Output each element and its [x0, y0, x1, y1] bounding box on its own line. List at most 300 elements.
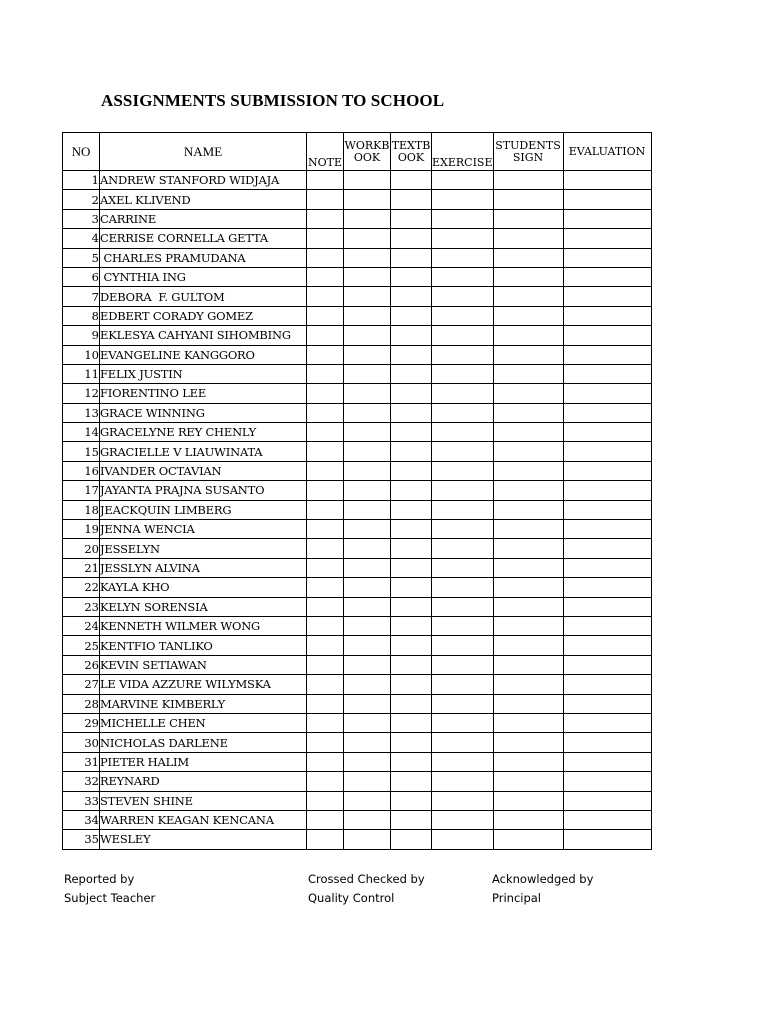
textbook-cell[interactable] [391, 248, 432, 267]
table-row [63, 733, 652, 752]
textbook-cell[interactable] [391, 384, 432, 403]
workbook-cell[interactable] [344, 830, 391, 849]
workbook-cell[interactable] [344, 209, 391, 228]
note-cell[interactable] [307, 733, 344, 752]
student-name: GRACE WINNING [100, 403, 307, 422]
exercise-cell[interactable] [432, 578, 494, 597]
evaluation-cell[interactable] [563, 229, 651, 248]
student-name: FIORENTINO LEE [100, 384, 307, 403]
textbook-cell[interactable] [391, 675, 432, 694]
table-row [63, 403, 652, 422]
column-header-evaluation: EVALUATION [563, 133, 651, 171]
note-cell[interactable] [307, 306, 344, 325]
students-sign-cell[interactable] [493, 423, 563, 442]
row-number: 28 [63, 694, 100, 713]
workbook-cell[interactable] [344, 248, 391, 267]
note-cell[interactable] [307, 616, 344, 635]
note-cell[interactable] [307, 520, 344, 539]
student-name: JENNA WENCIA [100, 520, 307, 539]
workbook-cell[interactable] [344, 345, 391, 364]
table-row [63, 655, 652, 674]
table-row [63, 171, 652, 190]
textbook-cell[interactable] [391, 791, 432, 810]
workbook-cell[interactable] [344, 364, 391, 383]
workbook-cell[interactable] [344, 461, 391, 480]
textbook-cell[interactable] [391, 364, 432, 383]
exercise-cell[interactable] [432, 713, 494, 732]
students-sign-cell[interactable] [493, 229, 563, 248]
textbook-cell[interactable] [391, 558, 432, 577]
table-row [63, 461, 652, 480]
workbook-cell[interactable] [344, 655, 391, 674]
note-cell[interactable] [307, 655, 344, 674]
exercise-cell[interactable] [432, 229, 494, 248]
note-cell[interactable] [307, 558, 344, 577]
students-sign-cell[interactable] [493, 306, 563, 325]
exercise-cell[interactable] [432, 558, 494, 577]
evaluation-cell[interactable] [563, 830, 651, 849]
exercise-cell[interactable] [432, 616, 494, 635]
exercise-cell[interactable] [432, 481, 494, 500]
table-row [63, 326, 652, 345]
textbook-cell[interactable] [391, 772, 432, 791]
textbook-cell[interactable] [391, 287, 432, 306]
row-number: 4 [63, 229, 100, 248]
note-cell[interactable] [307, 713, 344, 732]
textbook-cell[interactable] [391, 713, 432, 732]
table-row [63, 248, 652, 267]
students-sign-cell[interactable] [493, 675, 563, 694]
table-row [63, 345, 652, 364]
students-sign-cell[interactable] [493, 830, 563, 849]
student-name: EVANGELINE KANGGORO [100, 345, 307, 364]
students-sign-cell[interactable] [493, 597, 563, 616]
principal-label: Principal [492, 891, 542, 905]
exercise-cell[interactable] [432, 345, 494, 364]
note-cell[interactable] [307, 384, 344, 403]
evaluation-cell[interactable] [563, 597, 651, 616]
textbook-cell[interactable] [391, 539, 432, 558]
header-row [63, 133, 652, 171]
evaluation-cell[interactable] [563, 791, 651, 810]
textbook-cell[interactable] [391, 830, 432, 849]
exercise-cell[interactable] [432, 287, 494, 306]
exercise-cell[interactable] [432, 597, 494, 616]
student-name: CHARLES PRAMUDANA [100, 248, 307, 267]
note-cell[interactable] [307, 190, 344, 209]
note-cell[interactable] [307, 597, 344, 616]
student-name: JESSLYN ALVINA [100, 558, 307, 577]
evaluation-cell[interactable] [563, 171, 651, 190]
row-number: 27 [63, 675, 100, 694]
table-row [63, 791, 652, 810]
note-cell[interactable] [307, 830, 344, 849]
row-number: 21 [63, 558, 100, 577]
students-sign-cell[interactable] [493, 810, 563, 829]
column-header-workbook-line-1: WORKB [344, 138, 390, 152]
workbook-cell[interactable] [344, 403, 391, 422]
evaluation-cell[interactable] [563, 364, 651, 383]
column-header-textbook [391, 133, 432, 171]
students-sign-cell[interactable] [493, 481, 563, 500]
row-number: 14 [63, 423, 100, 442]
student-name: MICHELLE CHEN [100, 713, 307, 732]
row-number: 16 [63, 461, 100, 480]
exercise-cell[interactable] [432, 461, 494, 480]
workbook-cell[interactable] [344, 442, 391, 461]
note-cell[interactable] [307, 772, 344, 791]
evaluation-cell[interactable] [563, 209, 651, 228]
table-row [63, 539, 652, 558]
textbook-cell[interactable] [391, 423, 432, 442]
student-name: JEACKQUIN LIMBERG [100, 500, 307, 519]
students-sign-cell[interactable] [493, 539, 563, 558]
note-cell[interactable] [307, 229, 344, 248]
exercise-cell[interactable] [432, 423, 494, 442]
workbook-cell[interactable] [344, 558, 391, 577]
student-name: JAYANTA PRAJNA SUSANTO [100, 481, 307, 500]
exercise-cell[interactable] [432, 403, 494, 422]
note-cell[interactable] [307, 636, 344, 655]
students-sign-cell[interactable] [493, 364, 563, 383]
row-number: 25 [63, 636, 100, 655]
table-row [63, 384, 652, 403]
textbook-cell[interactable] [391, 171, 432, 190]
evaluation-cell[interactable] [563, 752, 651, 771]
note-cell[interactable] [307, 403, 344, 422]
student-name: LE VIDA AZZURE WILYMSKA [100, 675, 307, 694]
students-sign-cell[interactable] [493, 578, 563, 597]
students-sign-cell[interactable] [493, 287, 563, 306]
textbook-cell[interactable] [391, 500, 432, 519]
textbook-cell[interactable] [391, 403, 432, 422]
submission-table [62, 132, 652, 850]
row-number: 2 [63, 190, 100, 209]
student-name: WARREN KEAGAN KENCANA [100, 810, 307, 829]
student-name: EDBERT CORADY GOMEZ [100, 306, 307, 325]
workbook-cell[interactable] [344, 713, 391, 732]
textbook-cell[interactable] [391, 209, 432, 228]
evaluation-cell[interactable] [563, 558, 651, 577]
students-sign-cell[interactable] [493, 772, 563, 791]
table-row [63, 481, 652, 500]
textbook-cell[interactable] [391, 461, 432, 480]
students-sign-cell[interactable] [493, 500, 563, 519]
workbook-cell[interactable] [344, 326, 391, 345]
students-sign-cell[interactable] [493, 616, 563, 635]
note-cell[interactable] [307, 326, 344, 345]
exercise-cell[interactable] [432, 694, 494, 713]
textbook-cell[interactable] [391, 267, 432, 286]
evaluation-cell[interactable] [563, 636, 651, 655]
table-row [63, 229, 652, 248]
students-sign-cell[interactable] [493, 171, 563, 190]
students-sign-cell[interactable] [493, 209, 563, 228]
evaluation-cell[interactable] [563, 539, 651, 558]
row-number: 7 [63, 287, 100, 306]
textbook-cell[interactable] [391, 655, 432, 674]
exercise-cell[interactable] [432, 655, 494, 674]
workbook-cell[interactable] [344, 539, 391, 558]
row-number: 31 [63, 752, 100, 771]
column-header-workbook-line-2: OOK [353, 150, 381, 164]
column-header-no: NO [63, 133, 100, 171]
workbook-cell[interactable] [344, 171, 391, 190]
evaluation-cell[interactable] [563, 810, 651, 829]
evaluation-cell[interactable] [563, 772, 651, 791]
evaluation-cell[interactable] [563, 326, 651, 345]
exercise-cell[interactable] [432, 364, 494, 383]
evaluation-cell[interactable] [563, 733, 651, 752]
exercise-cell[interactable] [432, 248, 494, 267]
workbook-cell[interactable] [344, 597, 391, 616]
textbook-cell[interactable] [391, 520, 432, 539]
exercise-cell[interactable] [432, 520, 494, 539]
exercise-cell[interactable] [432, 190, 494, 209]
table-row [63, 500, 652, 519]
column-header-students-sign [493, 133, 563, 171]
students-sign-cell[interactable] [493, 558, 563, 577]
column-header-note: NOTE [307, 133, 344, 171]
note-cell[interactable] [307, 364, 344, 383]
student-name: PIETER HALIM [100, 752, 307, 771]
note-cell[interactable] [307, 442, 344, 461]
exercise-cell[interactable] [432, 209, 494, 228]
acknowledged-by-label: Acknowledged by [492, 872, 594, 886]
workbook-cell[interactable] [344, 423, 391, 442]
textbook-cell[interactable] [391, 229, 432, 248]
row-number: 22 [63, 578, 100, 597]
evaluation-cell[interactable] [563, 403, 651, 422]
table-row [63, 830, 652, 849]
evaluation-cell[interactable] [563, 578, 651, 597]
evaluation-cell[interactable] [563, 500, 651, 519]
reported-by-label: Reported by [64, 872, 135, 886]
row-number: 18 [63, 500, 100, 519]
students-sign-cell[interactable] [493, 326, 563, 345]
textbook-cell[interactable] [391, 326, 432, 345]
row-number: 3 [63, 209, 100, 228]
students-sign-cell[interactable] [493, 655, 563, 674]
evaluation-cell[interactable] [563, 655, 651, 674]
note-cell[interactable] [307, 267, 344, 286]
student-name: STEVEN SHINE [100, 791, 307, 810]
workbook-cell[interactable] [344, 500, 391, 519]
student-name: NICHOLAS DARLENE [100, 733, 307, 752]
textbook-cell[interactable] [391, 616, 432, 635]
evaluation-cell[interactable] [563, 267, 651, 286]
note-cell[interactable] [307, 539, 344, 558]
exercise-cell[interactable] [432, 830, 494, 849]
row-number: 6 [63, 267, 100, 286]
textbook-cell[interactable] [391, 306, 432, 325]
quality-control-label: Quality Control [308, 891, 395, 905]
row-number: 11 [63, 364, 100, 383]
table-row [63, 558, 652, 577]
table-row [63, 694, 652, 713]
exercise-cell[interactable] [432, 306, 494, 325]
note-cell[interactable] [307, 248, 344, 267]
students-sign-cell[interactable] [493, 791, 563, 810]
note-cell[interactable] [307, 694, 344, 713]
exercise-cell[interactable] [432, 791, 494, 810]
row-number: 5 [63, 248, 100, 267]
student-name: FELIX JUSTIN [100, 364, 307, 383]
workbook-cell[interactable] [344, 752, 391, 771]
workbook-cell[interactable] [344, 694, 391, 713]
workbook-cell[interactable] [344, 733, 391, 752]
workbook-cell[interactable] [344, 791, 391, 810]
students-sign-cell[interactable] [493, 384, 563, 403]
note-cell[interactable] [307, 345, 344, 364]
textbook-cell[interactable] [391, 481, 432, 500]
exercise-cell[interactable] [432, 539, 494, 558]
students-sign-cell[interactable] [493, 636, 563, 655]
students-sign-cell[interactable] [493, 461, 563, 480]
table-row [63, 267, 652, 286]
row-number: 20 [63, 539, 100, 558]
students-sign-cell[interactable] [493, 248, 563, 267]
textbook-cell[interactable] [391, 190, 432, 209]
row-number: 29 [63, 713, 100, 732]
column-header-students-sign-line-2: SIGN [512, 150, 544, 164]
workbook-cell[interactable] [344, 190, 391, 209]
page-title: ASSIGNMENTS SUBMISSION TO SCHOOL [101, 91, 445, 110]
exercise-cell[interactable] [432, 752, 494, 771]
note-cell[interactable] [307, 287, 344, 306]
note-cell[interactable] [307, 481, 344, 500]
workbook-cell[interactable] [344, 772, 391, 791]
workbook-cell[interactable] [344, 384, 391, 403]
textbook-cell[interactable] [391, 345, 432, 364]
evaluation-cell[interactable] [563, 675, 651, 694]
column-header-students-sign-line-1: STUDENTS [495, 138, 561, 152]
textbook-cell[interactable] [391, 442, 432, 461]
row-number: 30 [63, 733, 100, 752]
workbook-cell[interactable] [344, 636, 391, 655]
students-sign-cell[interactable] [493, 752, 563, 771]
students-sign-cell[interactable] [493, 733, 563, 752]
row-number: 26 [63, 655, 100, 674]
table-row [63, 616, 652, 635]
note-cell[interactable] [307, 423, 344, 442]
exercise-cell[interactable] [432, 636, 494, 655]
row-number: 10 [63, 345, 100, 364]
students-sign-cell[interactable] [493, 267, 563, 286]
workbook-cell[interactable] [344, 675, 391, 694]
note-cell[interactable] [307, 171, 344, 190]
workbook-cell[interactable] [344, 481, 391, 500]
note-cell[interactable] [307, 675, 344, 694]
row-number: 9 [63, 326, 100, 345]
students-sign-cell[interactable] [493, 713, 563, 732]
exercise-cell[interactable] [432, 267, 494, 286]
workbook-cell[interactable] [344, 616, 391, 635]
evaluation-cell[interactable] [563, 287, 651, 306]
note-cell[interactable] [307, 500, 344, 519]
evaluation-cell[interactable] [563, 442, 651, 461]
row-number: 17 [63, 481, 100, 500]
workbook-cell[interactable] [344, 578, 391, 597]
evaluation-cell[interactable] [563, 384, 651, 403]
textbook-cell[interactable] [391, 752, 432, 771]
evaluation-cell[interactable] [563, 616, 651, 635]
exercise-cell[interactable] [432, 733, 494, 752]
student-name: KEVIN SETIAWAN [100, 655, 307, 674]
evaluation-cell[interactable] [563, 694, 651, 713]
exercise-cell[interactable] [432, 810, 494, 829]
note-cell[interactable] [307, 461, 344, 480]
textbook-cell[interactable] [391, 810, 432, 829]
table-row [63, 578, 652, 597]
evaluation-cell[interactable] [563, 190, 651, 209]
note-cell[interactable] [307, 810, 344, 829]
evaluation-cell[interactable] [563, 481, 651, 500]
table-row [63, 190, 652, 209]
evaluation-cell[interactable] [563, 461, 651, 480]
workbook-cell[interactable] [344, 267, 391, 286]
evaluation-cell[interactable] [563, 423, 651, 442]
exercise-cell[interactable] [432, 500, 494, 519]
note-cell[interactable] [307, 752, 344, 771]
student-name: CARRINE [100, 209, 307, 228]
row-number: 24 [63, 616, 100, 635]
evaluation-cell[interactable] [563, 306, 651, 325]
row-number: 12 [63, 384, 100, 403]
exercise-cell[interactable] [432, 675, 494, 694]
student-name: IVANDER OCTAVIAN [100, 461, 307, 480]
evaluation-cell[interactable] [563, 713, 651, 732]
evaluation-cell[interactable] [563, 345, 651, 364]
students-sign-cell[interactable] [493, 520, 563, 539]
students-sign-cell[interactable] [493, 345, 563, 364]
crossed-checked-by-label: Crossed Checked by [308, 872, 425, 886]
textbook-cell[interactable] [391, 694, 432, 713]
evaluation-cell[interactable] [563, 520, 651, 539]
exercise-cell[interactable] [432, 772, 494, 791]
table-row [63, 675, 652, 694]
students-sign-cell[interactable] [493, 403, 563, 422]
table-row [63, 597, 652, 616]
workbook-cell[interactable] [344, 229, 391, 248]
exercise-cell[interactable] [432, 171, 494, 190]
textbook-cell[interactable] [391, 636, 432, 655]
evaluation-cell[interactable] [563, 248, 651, 267]
row-number: 35 [63, 830, 100, 849]
workbook-cell[interactable] [344, 520, 391, 539]
textbook-cell[interactable] [391, 733, 432, 752]
note-cell[interactable] [307, 791, 344, 810]
note-cell[interactable] [307, 578, 344, 597]
textbook-cell[interactable] [391, 597, 432, 616]
column-header-textbook-line-1: TEXTB [391, 138, 431, 152]
exercise-cell[interactable] [432, 384, 494, 403]
workbook-cell[interactable] [344, 287, 391, 306]
exercise-cell[interactable] [432, 326, 494, 345]
workbook-cell[interactable] [344, 810, 391, 829]
student-name: AXEL KLIVEND [100, 190, 307, 209]
students-sign-cell[interactable] [493, 190, 563, 209]
workbook-cell[interactable] [344, 306, 391, 325]
students-sign-cell[interactable] [493, 694, 563, 713]
students-sign-cell[interactable] [493, 442, 563, 461]
student-name: KENTFIO TANLIKO [100, 636, 307, 655]
table-row [63, 636, 652, 655]
note-cell[interactable] [307, 209, 344, 228]
exercise-cell[interactable] [432, 442, 494, 461]
table-row [63, 520, 652, 539]
textbook-cell[interactable] [391, 578, 432, 597]
